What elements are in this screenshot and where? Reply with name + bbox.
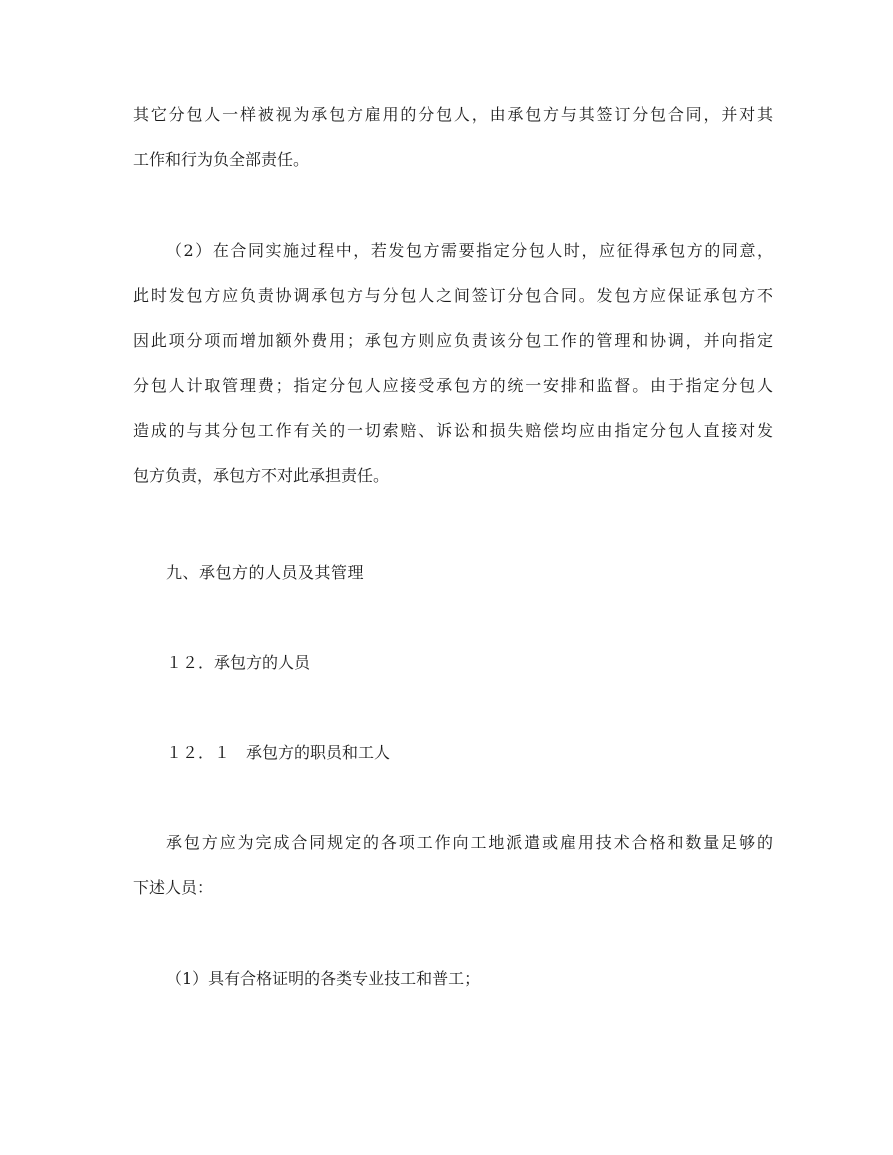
paragraph-personnel-requirement (133, 820, 773, 910)
list-item-1 (133, 956, 773, 1001)
clause-12-heading-text: １２．承包方的人员 (166, 653, 311, 672)
list-item-text: （1）具有合格证明的各类专业技工和普工； (166, 969, 481, 988)
paragraph-line: （2）在合同实施过程中，若发包方需要指定分包人时，应征得承包方的同意， (166, 241, 773, 260)
paragraph-line: 工作和行为负全部责任。 (133, 150, 310, 169)
clause-12-1-heading (133, 730, 773, 775)
paragraph-line: 下述人员： (133, 878, 214, 897)
paragraph-line: 此时发包方应负责协调承包方与分包人之间签订分包合同。发包方应保证承包方不 (133, 286, 773, 305)
clause-12-1-heading-text: １２．１ 承包方的职员和工人 (166, 743, 391, 762)
paragraph-line: 包方负责，承包方不对此承担责任。 (133, 466, 390, 485)
section-heading-text: 九、承包方的人员及其管理 (166, 563, 365, 582)
paragraph-designated-subcontractor (133, 228, 773, 498)
clause-12-heading (133, 640, 773, 685)
paragraph-subcontractor-responsibility (133, 92, 773, 182)
paragraph-line: 造成的与其分包工作有关的一切索赔、诉讼和损失赔偿均应由指定分包人直接对发 (133, 421, 773, 440)
paragraph-line: 其它分包人一样被视为承包方雇用的分包人，由承包方与其签订分包合同，并对其 (133, 105, 773, 124)
paragraph-line: 承包方应为完成合同规定的各项工作向工地派遣或雇用技术合格和数量足够的 (166, 833, 773, 852)
section-heading (133, 550, 773, 595)
paragraph-line: 分包人计取管理费；指定分包人应接受承包方的统一安排和监督。由于指定分包人 (133, 376, 773, 395)
paragraph-line: 因此项分项而增加额外费用；承包方则应负责该分包工作的管理和协调，并向指定 (133, 331, 773, 350)
